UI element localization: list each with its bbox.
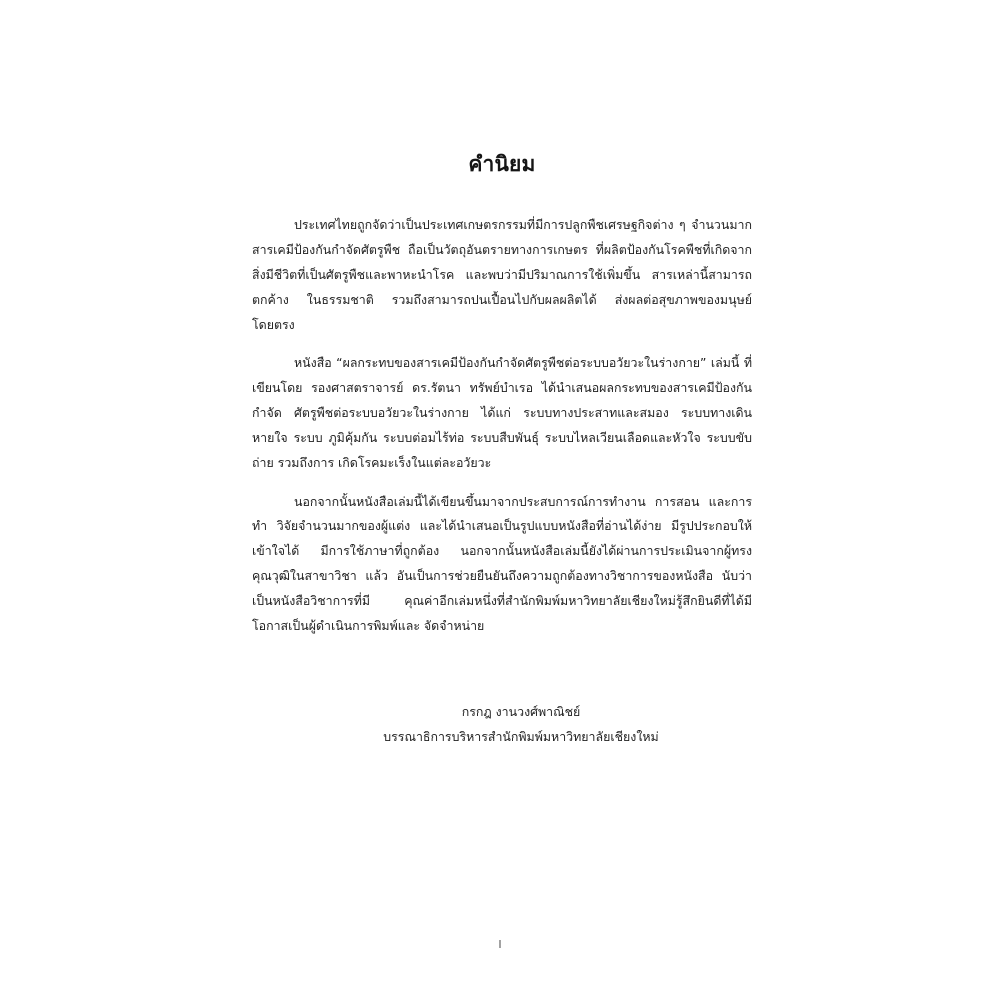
paragraph-3: นอกจากนั้นหนังสือเล่มนี้ได้เขียนขึ้นมาจากประสบการณ์การทำงาน การสอน และการทำ วิจัยจำนวนมากของผู้แต่ง และได้นำเสนอเป็นรูปแบบหนังสือที่อ่านได้ง่าย มีรูปประกอบให้เข้าใจได้ มีการใช้ภาษาที่ถูกต้อง นอกจากนั้นหนังสือเล่มนี้ยังได้ผ่านการประเมินจากผู้ทรงคุณวุฒิในสาขาวิชา แล้ว อันเป็นการช่วยยืนยันถึงความถูกต้องทางวิชาการของหนังสือ นับว่าเป็นหนังสือวิชาการที่มี คุณค่าอีกเล่มหนึ่งที่สำนักพิมพ์มหาวิทยาลัยเชียงใหม่รู้สึกยินดีที่ได้มีโอกาสเป็นผู้ดำเนินการพิมพ์และ จัดจำหน่าย <box>252 493 752 633</box>
signature-name: กรกฎ งานวงศ์พาณิชย์ <box>461 704 581 719</box>
paragraph-2: หนังสือ “ผลกระทบของสารเคมีป้องกันกำจัดศัตรูพืชต่อระบบอวัยวะในร่างกาย” เล่มนี้ ที่เขียนโดย รองศาสตราจารย์ ดร.รัตนา ทรัพย์บำเรอ ได้นำเสนอผลกระทบของสารเคมีป้องกันกำจัด ศัตรูพืชต่อระบบอวัยวะในร่างกาย ได้แก่ ระบบทางประสาทและสมอง ระบบทางเดินหายใจ ระบบ ภูมิคุ้มกัน ระบบต่อมไร้ท่อ ระบบสืบพันธุ์ ระบบไหลเวียนเลือดและหัวใจ ระบบขับถ่าย รวมถึงการ เกิดโรคมะเร็งในแต่ละอวัยวะ <box>252 355 752 470</box>
signature-block <box>252 700 752 750</box>
signature-role: บรรณาธิการบริหารสำนักพิมพ์มหาวิทยาลัยเชียงใหม่ <box>383 728 659 744</box>
page-number: I <box>498 938 502 951</box>
page-title: คำนิยม <box>468 152 536 176</box>
document-body <box>252 150 752 652</box>
paragraph-1: ประเทศไทยถูกจัดว่าเป็นประเทศเกษตรกรรมที่มีการปลูกพืชเศรษฐกิจต่าง ๆ จำนวนมาก สารเคมีป้องกันกำจัดศัตรูพืช ถือเป็นวัตถุอันตรายทางการเกษตร ที่ผลิตป้องกันโรคพืชที่เกิดจาก สิ่งมีชีวิตที่เป็นศัตรูพืชและพาหะนำโรค และพบว่ามีปริมาณการใช้เพิ่มขึ้น สารเหล่านี้สามารถตกค้าง ในธรรมชาติ รวมถึงสามารถปนเปื้อนไปกับผลผลิตได้ ส่งผลต่อสุขภาพของมนุษย์โดยตรง <box>252 217 752 332</box>
